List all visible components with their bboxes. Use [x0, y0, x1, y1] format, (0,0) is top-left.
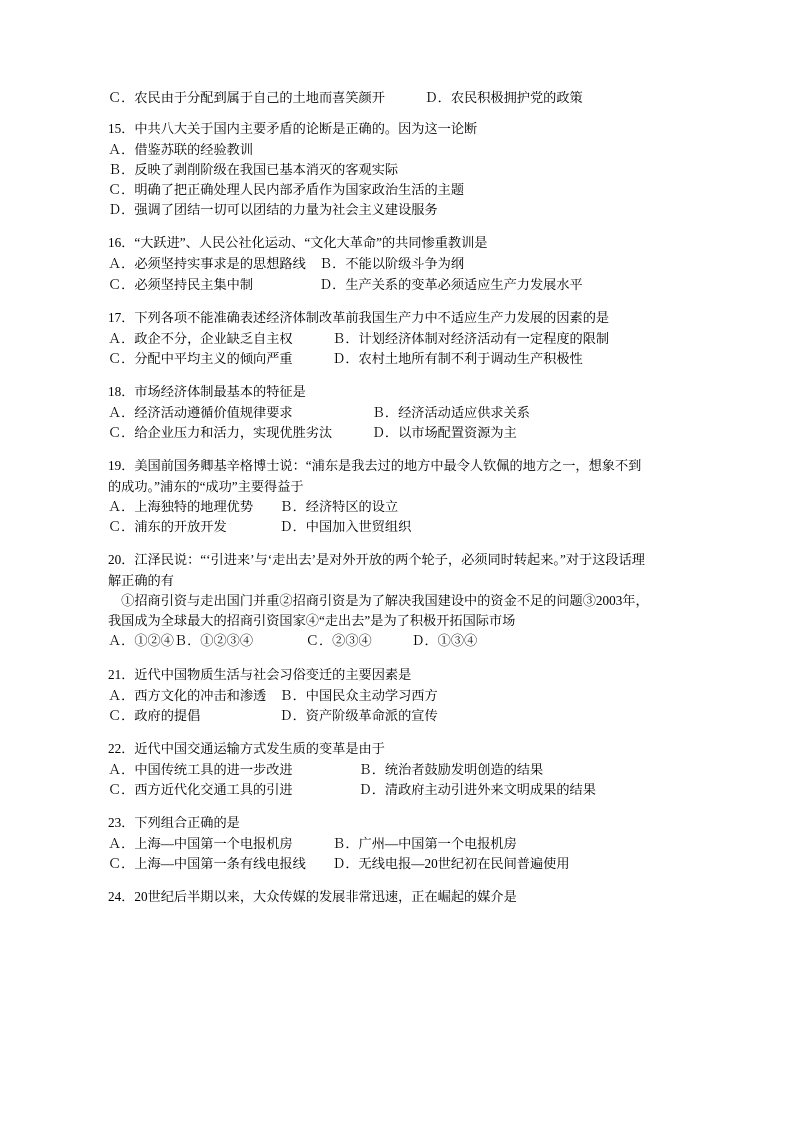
option-line: Ａ．政企不分，企业缺乏自主权 Ｂ．计划经济体制对经济活动有一定程度的限制 [108, 330, 610, 346]
option-line: Ａ．上海—中国第一个电报机房 Ｂ．广州—中国第一个电报机房 [108, 835, 517, 851]
question-block-15 [108, 119, 690, 220]
question-stem: 16．“大跃进”、人民公社化运动、“文化大革命”的共同惨重教训是 [108, 235, 488, 251]
question-block-24 [108, 887, 690, 907]
question-stem: 22．近代中国交通运输方式发生质的变革是由于 [108, 740, 385, 756]
option-line: Ａ．必须坚持实事求是的思想路线 Ｂ．不能以阶级斗争为纲 [108, 256, 465, 272]
question-block-22 [108, 739, 690, 800]
question-stem-continued: 的成功。”浦东的“成功”主要得益于 [108, 479, 304, 494]
option-line: Ｃ．分配中平均主义的倾向严重 Ｄ．农村土地所有制不利于调动生产积极性 [108, 350, 583, 366]
option-line: Ａ．借鉴苏联的经验教训 [108, 142, 254, 158]
question-block-21 [108, 665, 690, 726]
option-line: Ｃ．给企业压力和活力，实现优胜劣汰 Ｄ．以市场配置资源为主 [108, 424, 517, 440]
option-line: Ｄ．强调了团结一切可以团结的力量为社会主义建设服务 [108, 202, 438, 218]
question-stem: 17．下列各项不能准确表述经济体制改革前我国生产力中不适应生产力发展的因素的是 [108, 309, 610, 325]
question-stem: 18．市场经济体制最基本的特征是 [108, 383, 306, 399]
option-line: Ａ．中国传统工具的进一步改进 Ｂ．统治者鼓励发明创造的结果 [108, 761, 544, 777]
document-body [108, 88, 690, 907]
question-stem: 15．中共八大关于国内主要矛盾的论断是正确的。因为这一论断 [108, 121, 478, 137]
question-statements: ①招商引资与走出国门并重②招商引资是为了解决我国建设中的资金不足的问题③2003年， [108, 593, 649, 609]
question-stem: 19．美国前国务卿基辛格博士说：“浦东是我去过的地方中最令人钦佩的地方之一，想象不到 [108, 457, 642, 473]
question-stem: 24．20世纪后半期以来，大众传媒的发展非常迅速，正在崛起的媒介是 [108, 889, 517, 905]
option-line: Ｃ．上海—中国第一条有线电报线 Ｄ．无线电报—20世纪初在民间普遍使用 [108, 856, 570, 871]
option-line: Ａ．经济活动遵循价值规律要求 Ｂ．经济活动适应供求关系 [108, 404, 530, 420]
option-line: Ｃ．必须坚持民主集中制 Ｄ．生产关系的变革必须适应生产力发展水平 [108, 276, 583, 292]
option-line: Ｂ．反映了剥削阶级在我国已基本消灭的客观实际 [108, 162, 399, 178]
leading-option-line: Ｃ．农民由于分配到属于自己的土地而喜笑颜开 Ｄ．农民积极拥护党的政策 [108, 90, 583, 105]
question-stem: 20．江泽民说：“‘引进来’与‘走出去’是对外开放的两个轮子，必须同时转起来。”对于这段话理 [108, 552, 645, 568]
option-line: Ｃ．浦东的开放开发 Ｄ．中国加入世贸组织 [108, 519, 412, 535]
option-line: Ｃ．政府的提倡 Ｄ．资产阶级革命派的宣传 [108, 707, 438, 723]
question-block-20 [108, 550, 690, 651]
question-block-18 [108, 382, 690, 443]
option-line: Ａ．①②④Ｂ．①②③④ Ｃ．②③④ Ｄ．①③④ [108, 633, 478, 649]
question-stem: 23．下列组合正确的是 [108, 814, 240, 830]
question-block-16 [108, 233, 690, 294]
question-stem: 21．近代中国物质生活与社会习俗变迁的主要因素是 [108, 666, 412, 682]
question-stem-continued: 解正确的有 [108, 573, 174, 589]
option-line: Ｃ．西方近代化交通工具的引进 Ｄ．清政府主动引进外来文明成果的结果 [108, 781, 596, 797]
question-block-23 [108, 813, 690, 874]
question-block-19 [108, 456, 690, 537]
option-line: Ａ．上海独特的地理优势 Ｂ．经济特区的设立 [108, 499, 399, 515]
question-block-17 [108, 308, 690, 369]
question-statements-continued: 我国成为全球最大的招商引资国家④“走出去”是为了积极开拓国际市场 [108, 613, 516, 629]
option-line: Ｃ．明确了把正确处理人民内部矛盾作为国家政治生活的主题 [108, 182, 465, 198]
option-line: Ａ．西方文化的冲击和渗透 Ｂ．中国民众主动学习西方 [108, 687, 438, 703]
